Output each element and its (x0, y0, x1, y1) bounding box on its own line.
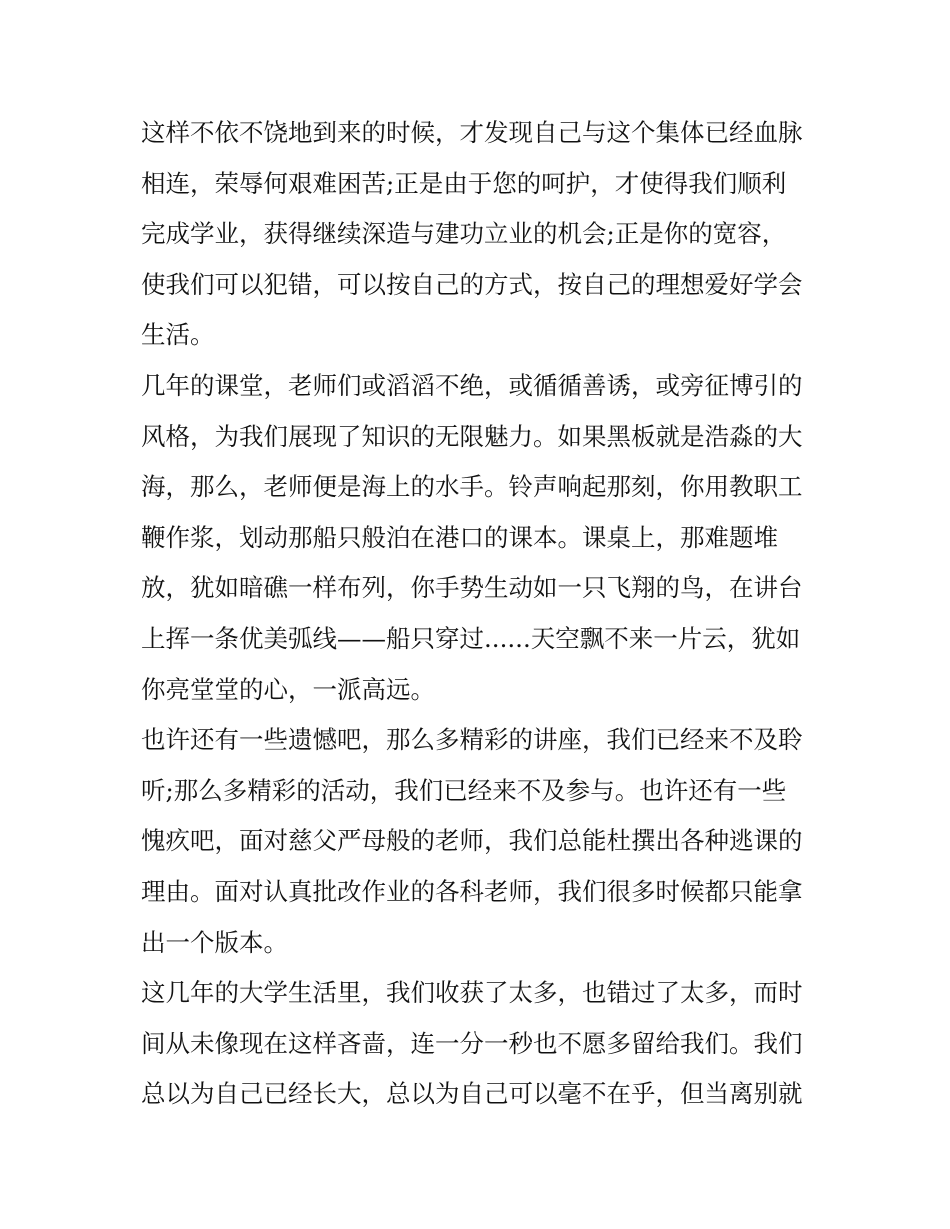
text-line: 上挥一条优美弧线——船只穿过......天空飘不来一片云，犹如 (141, 623, 801, 653)
text-line: 听;那么多精彩的活动，我们已经来不及参与。也许还有一些 (141, 775, 787, 805)
text-line: 使我们可以犯错，可以按自己的方式，按自己的理想爱好学会 (141, 269, 803, 299)
body-text (141, 108, 821, 1120)
text-line: 你亮堂堂的心，一派高远。 (141, 674, 435, 704)
text-line: 这样不依不饶地到来的时候，才发现自己与这个集体已经血脉 (141, 118, 803, 147)
text-line: 风格，为我们展现了知识的无限魅力。如果黑板就是浩淼的大 (141, 421, 803, 451)
text-line: 完成学业，获得继续深造与建功立业的机会;正是你的宽容， (141, 219, 787, 249)
text-line: 理由。面对认真批改作业的各科老师，我们很多时候都只能拿 (141, 876, 803, 906)
text-line: 出一个版本。 (141, 927, 288, 957)
text-line: 间从未像现在这样吝啬，连一分一秒也不愿多留给我们。我们 (141, 1028, 803, 1058)
text-line: 放，犹如暗礁一样布列，你手势生动如一只飞翔的鸟，在讲台 (141, 573, 803, 603)
text-line: 也许还有一些遗憾吧，那么多精彩的讲座，我们已经来不及聆 (141, 725, 803, 755)
text-line: 鞭作浆，划动那船只般泊在港口的课本。课桌上，那难题堆 (141, 522, 778, 552)
text-line: 几年的课堂，老师们或滔滔不绝，或循循善诱，或旁征博引的 (141, 370, 803, 400)
text-line: 相连，荣辱何艰难困苦;正是由于您的呵护，才使得我们顺利 (141, 168, 787, 198)
text-line: 这几年的大学生活里，我们收获了太多，也错过了太多，而时 (141, 978, 803, 1008)
text-line: 愧疚吧，面对慈父严母般的老师，我们总能杜撰出各种逃课的 (141, 826, 803, 856)
text-line: 生活。 (141, 320, 215, 350)
text-line: 海，那么，老师便是海上的水手。铃声响起那刻，你用教职工 (141, 472, 803, 502)
text-line: 总以为自己已经长大，总以为自己可以毫不在乎，但当离别就 (141, 1079, 803, 1109)
